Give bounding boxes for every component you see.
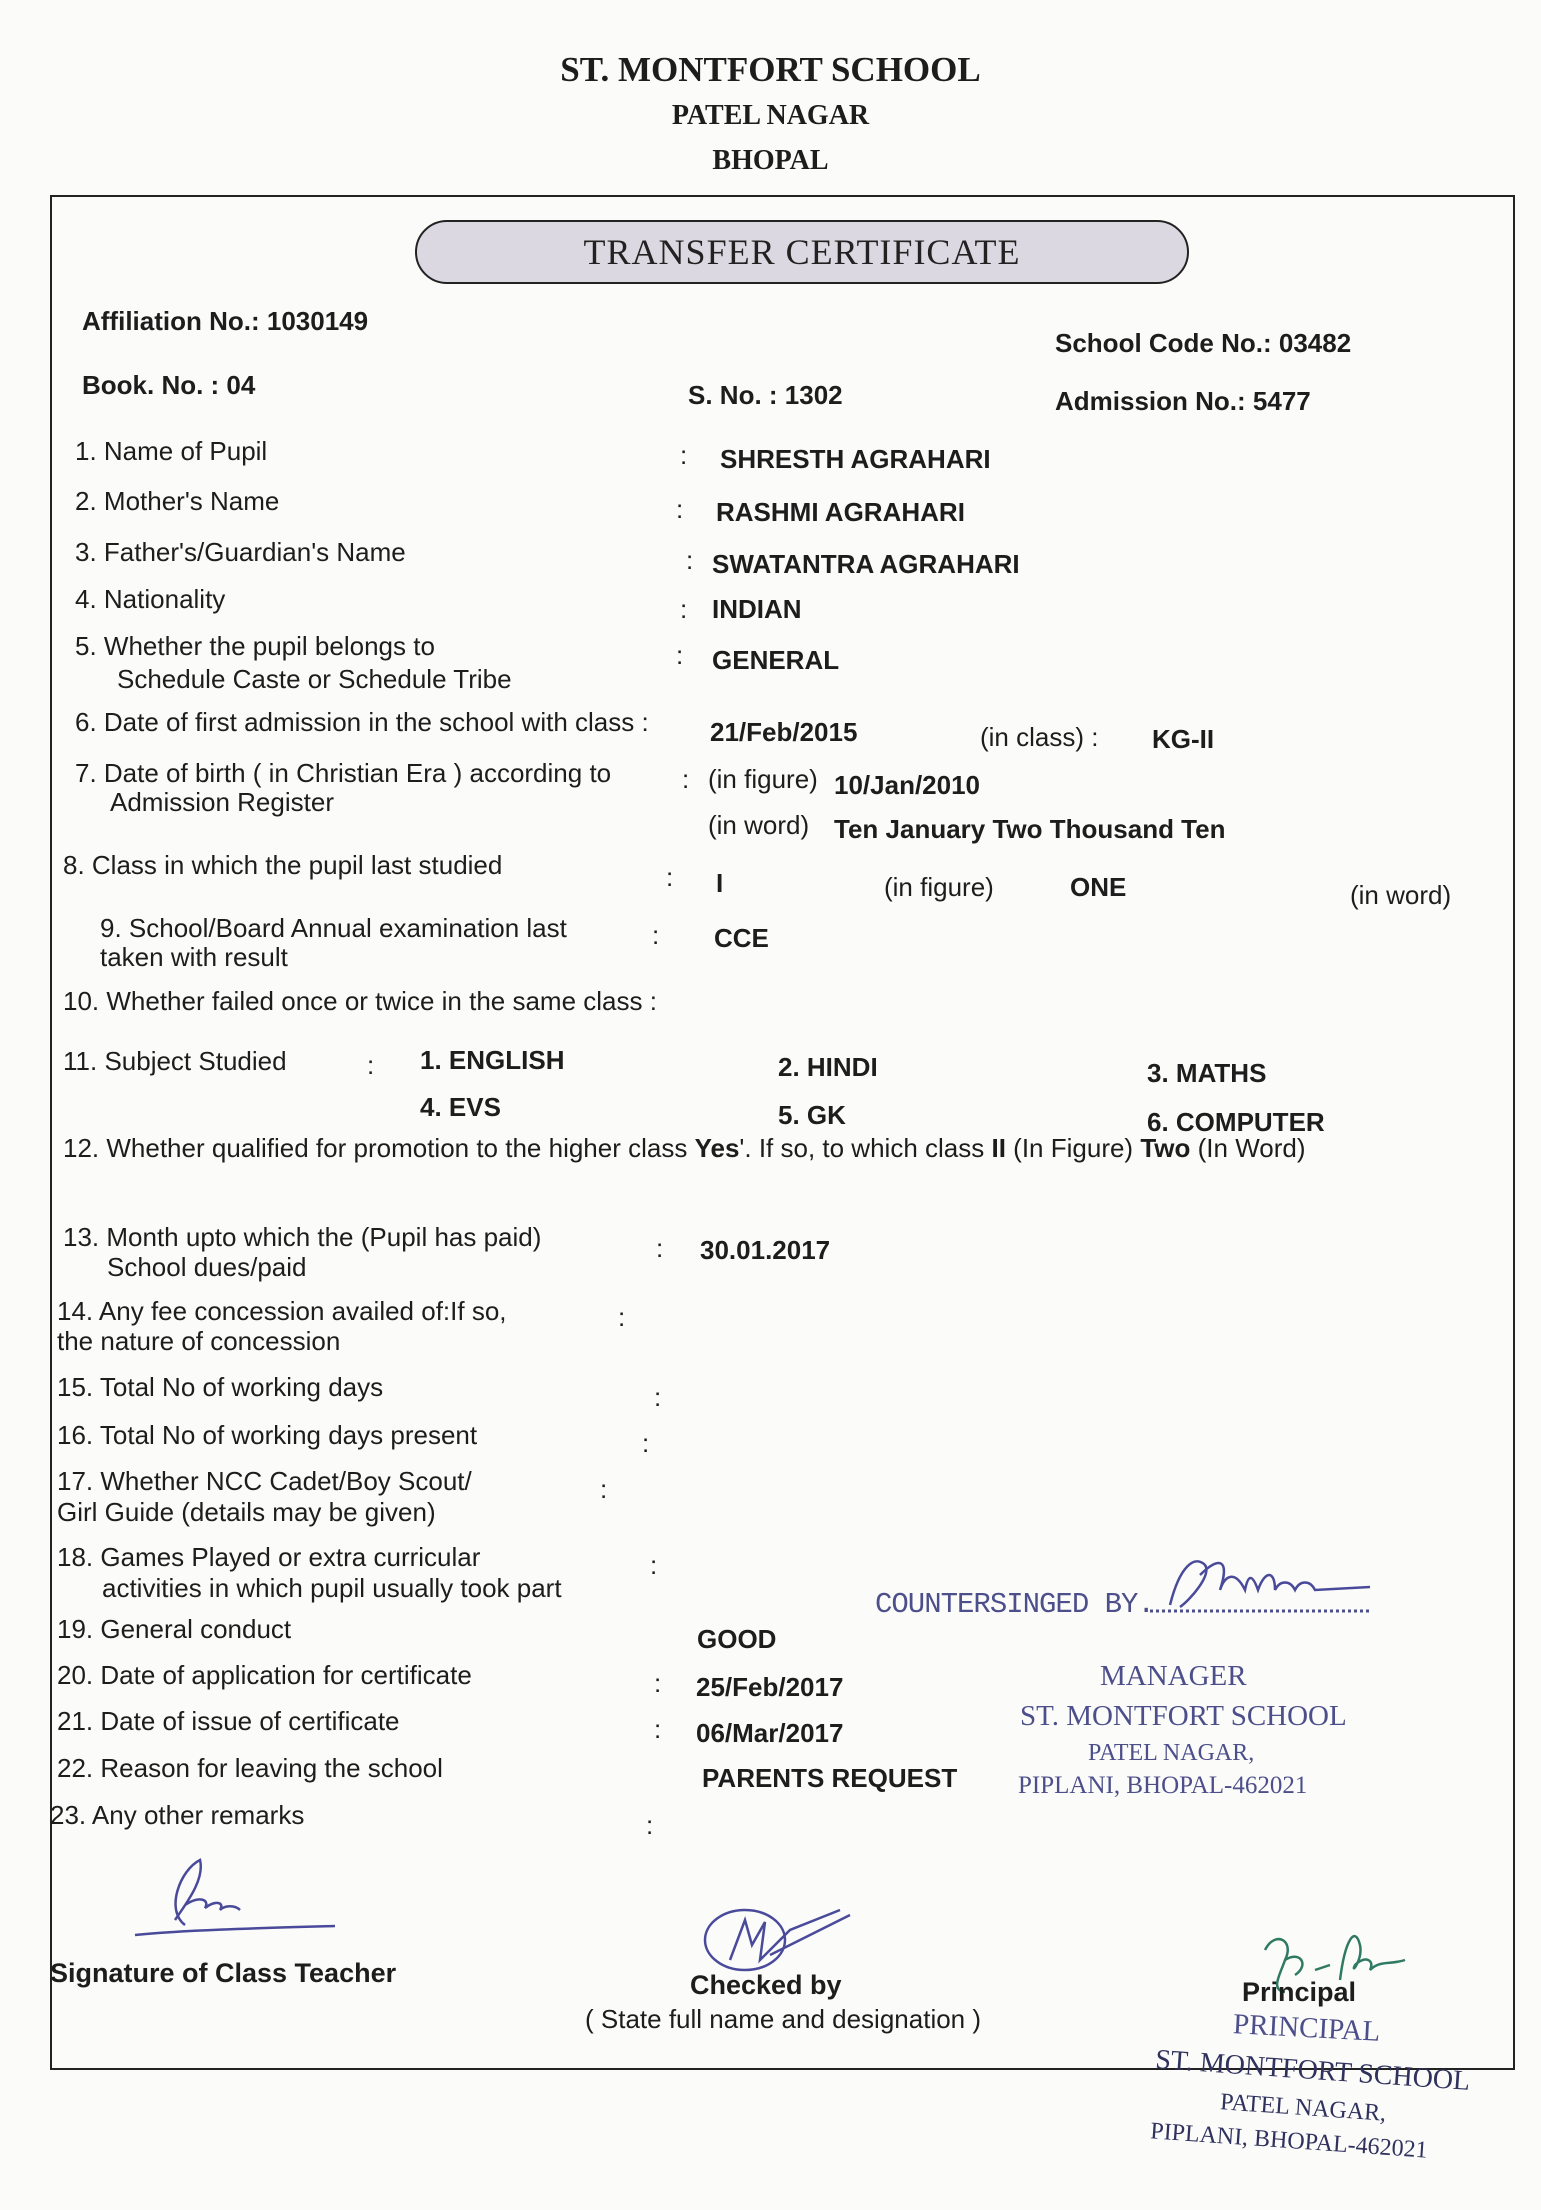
last-class-figure: I (716, 868, 724, 898)
item-16-label: 16. Total No of working days present (57, 1420, 478, 1450)
affiliation-number: Affiliation No.: 1030149 (82, 306, 369, 336)
subject-5: 5. GK (778, 1100, 846, 1130)
colon: : (676, 640, 684, 670)
principal-stamp-area: PATEL NAGAR, (1219, 2089, 1387, 2127)
colon: : (650, 1550, 658, 1580)
checked-by-note: ( State full name and designation ) (585, 2004, 982, 2034)
item-9-label-cont: taken with result (100, 942, 288, 972)
item-13-label-cont: School dues/paid (107, 1252, 307, 1282)
item-6-label: 6. Date of first admission in the school with class : (75, 707, 649, 737)
mother-name: RASHMI AGRAHARI (716, 497, 965, 527)
pupil-name: SHRESTH AGRAHARI (720, 444, 991, 474)
checked-by-label: Checked by (690, 1970, 842, 2000)
principal-stamp-title: PRINCIPAL (1232, 2008, 1381, 2048)
colon: : (666, 862, 674, 892)
subject-2: 2. HINDI (778, 1052, 878, 1082)
application-date: 25/Feb/2017 (696, 1672, 844, 1702)
colon: : (618, 1302, 626, 1332)
item-17-label: 17. Whether NCC Cadet/Boy Scout/ (57, 1466, 472, 1496)
school-area: PATEL NAGAR (671, 100, 870, 131)
item-10-label: 10. Whether failed once or twice in the same class : (63, 986, 657, 1016)
colon: : (654, 1382, 662, 1412)
manager-stamp-area: PATEL NAGAR, (1088, 1740, 1255, 1766)
item-14-label-cont: the nature of concession (57, 1326, 341, 1356)
principal-stamp-school: ST. MONTFORT SCHOOL (1154, 2044, 1472, 2097)
subject-1: 1. ENGLISH (420, 1045, 565, 1075)
class-teacher-signature (125, 1850, 345, 1940)
item-5-label-cont: Schedule Caste or Schedule Tribe (117, 664, 512, 694)
item-7-label: 7. Date of birth ( in Christian Era ) according to (75, 758, 612, 788)
item-12-label (63, 1133, 1306, 1164)
subject-4: 4. EVS (420, 1092, 501, 1122)
promotion-answer: Yes (694, 1133, 740, 1163)
school-city: BHOPAL (712, 145, 829, 176)
dotted-line (1150, 1608, 1370, 1614)
admission-number: Admission No.: 5477 (1055, 386, 1311, 416)
subject-6: 6. COMPUTER (1147, 1107, 1325, 1137)
dues-paid-upto: 30.01.2017 (700, 1235, 831, 1265)
colon: : (654, 1668, 662, 1698)
issue-date: 06/Mar/2017 (696, 1718, 844, 1748)
promotion-class-figure: II (991, 1133, 1006, 1163)
item-15-label: 15. Total No of working days (57, 1372, 384, 1402)
colon: : (367, 1050, 375, 1080)
colon: : (676, 494, 684, 524)
in-figure-label: (in figure) (884, 872, 994, 902)
category: GENERAL (712, 645, 840, 675)
nationality: INDIAN (712, 594, 802, 624)
admission-class: KG-II (1152, 724, 1215, 754)
in-class-label: (in class) : (980, 722, 1099, 752)
item-9-label: 9. School/Board Annual examination last (100, 913, 567, 943)
principal-stamp-address: PIPLANI, BHOPAL-462021 (1149, 2118, 1429, 2164)
manager-stamp-title: MANAGER (1100, 1660, 1247, 1692)
school-name: ST. MONTFORT SCHOOL (560, 50, 981, 89)
item-21-label: 21. Date of issue of certificate (57, 1706, 400, 1736)
colon: : (654, 1714, 662, 1744)
father-name: SWATANTRA AGRAHARI (712, 549, 1020, 579)
general-conduct: GOOD (697, 1624, 777, 1654)
item-12-mid: '. If so, to which class (739, 1133, 985, 1163)
school-code: School Code No.: 03482 (1055, 328, 1352, 358)
item-20-label: 20. Date of application for certificate (57, 1660, 472, 1690)
item-22-label: 22. Reason for leaving the school (57, 1753, 443, 1783)
promotion-class-word: Two (1140, 1133, 1191, 1163)
item-11-label: 11. Subject Studied (63, 1046, 287, 1076)
colon: : (652, 920, 660, 950)
colon: : (646, 1810, 654, 1840)
admission-date: 21/Feb/2015 (710, 717, 858, 747)
dob-word: Ten January Two Thousand Ten (834, 814, 1226, 844)
class-teacher-signature-label: Signature of Class Teacher (50, 1958, 397, 1988)
item-3-label: 3. Father's/Guardian's Name (75, 537, 406, 567)
item-14-label: 14. Any fee concession availed of:If so, (57, 1296, 507, 1326)
item-18-label-cont: activities in which pupil usually took part (102, 1573, 562, 1603)
item-7-label-cont: Admission Register (110, 787, 334, 817)
subject-3: 3. MATHS (1147, 1058, 1267, 1088)
dob-figure: 10/Jan/2010 (834, 770, 981, 800)
in-word-label: (in word) (1350, 880, 1452, 910)
last-class-word: ONE (1070, 872, 1127, 902)
principal-label: Principal (1242, 1977, 1357, 2007)
colon: : (600, 1474, 608, 1504)
in-word-label: (In Word) (1197, 1133, 1306, 1163)
item-4-label: 4. Nationality (75, 584, 226, 614)
item-18-label: 18. Games Played or extra curricular (57, 1542, 481, 1572)
countersigned-stamp: COUNTERSINGED BY. (875, 1588, 1154, 1621)
item-19-label: 19. General conduct (57, 1614, 292, 1644)
item-5-label: 5. Whether the pupil belongs to (75, 631, 435, 661)
manager-stamp-school: ST. MONTFORT SCHOOL (1020, 1700, 1347, 1732)
item-8-label: 8. Class in which the pupil last studied (63, 850, 503, 880)
in-word-label: (in word) (708, 810, 810, 840)
item-23-label: 23. Any other remarks (50, 1800, 305, 1830)
item-12-question: 12. Whether qualified for promotion to the higher class (63, 1133, 688, 1163)
in-figure-label: (in figure) (708, 764, 818, 794)
item-1-label: 1. Name of Pupil (75, 436, 268, 466)
colon: : (686, 545, 694, 575)
colon: : (680, 440, 688, 470)
item-2-label: 2. Mother's Name (75, 486, 280, 516)
colon: : (680, 594, 688, 624)
item-17-label-cont: Girl Guide (details may be given) (57, 1497, 436, 1527)
colon: : (642, 1428, 650, 1458)
in-figure-label: (In Figure) (1013, 1133, 1134, 1163)
book-number: Book. No. : 04 (82, 370, 256, 400)
colon: : (656, 1233, 664, 1263)
item-13-label: 13. Month upto which the (Pupil has paid) (63, 1222, 542, 1252)
serial-number: S. No. : 1302 (688, 380, 843, 410)
leaving-reason: PARENTS REQUEST (702, 1763, 958, 1793)
manager-stamp-address: PIPLANI, BHOPAL-462021 (1018, 1772, 1308, 1799)
certificate-title: TRANSFER CERTIFICATE (415, 220, 1189, 284)
colon: : (682, 764, 690, 794)
exam-result: CCE (714, 923, 769, 953)
